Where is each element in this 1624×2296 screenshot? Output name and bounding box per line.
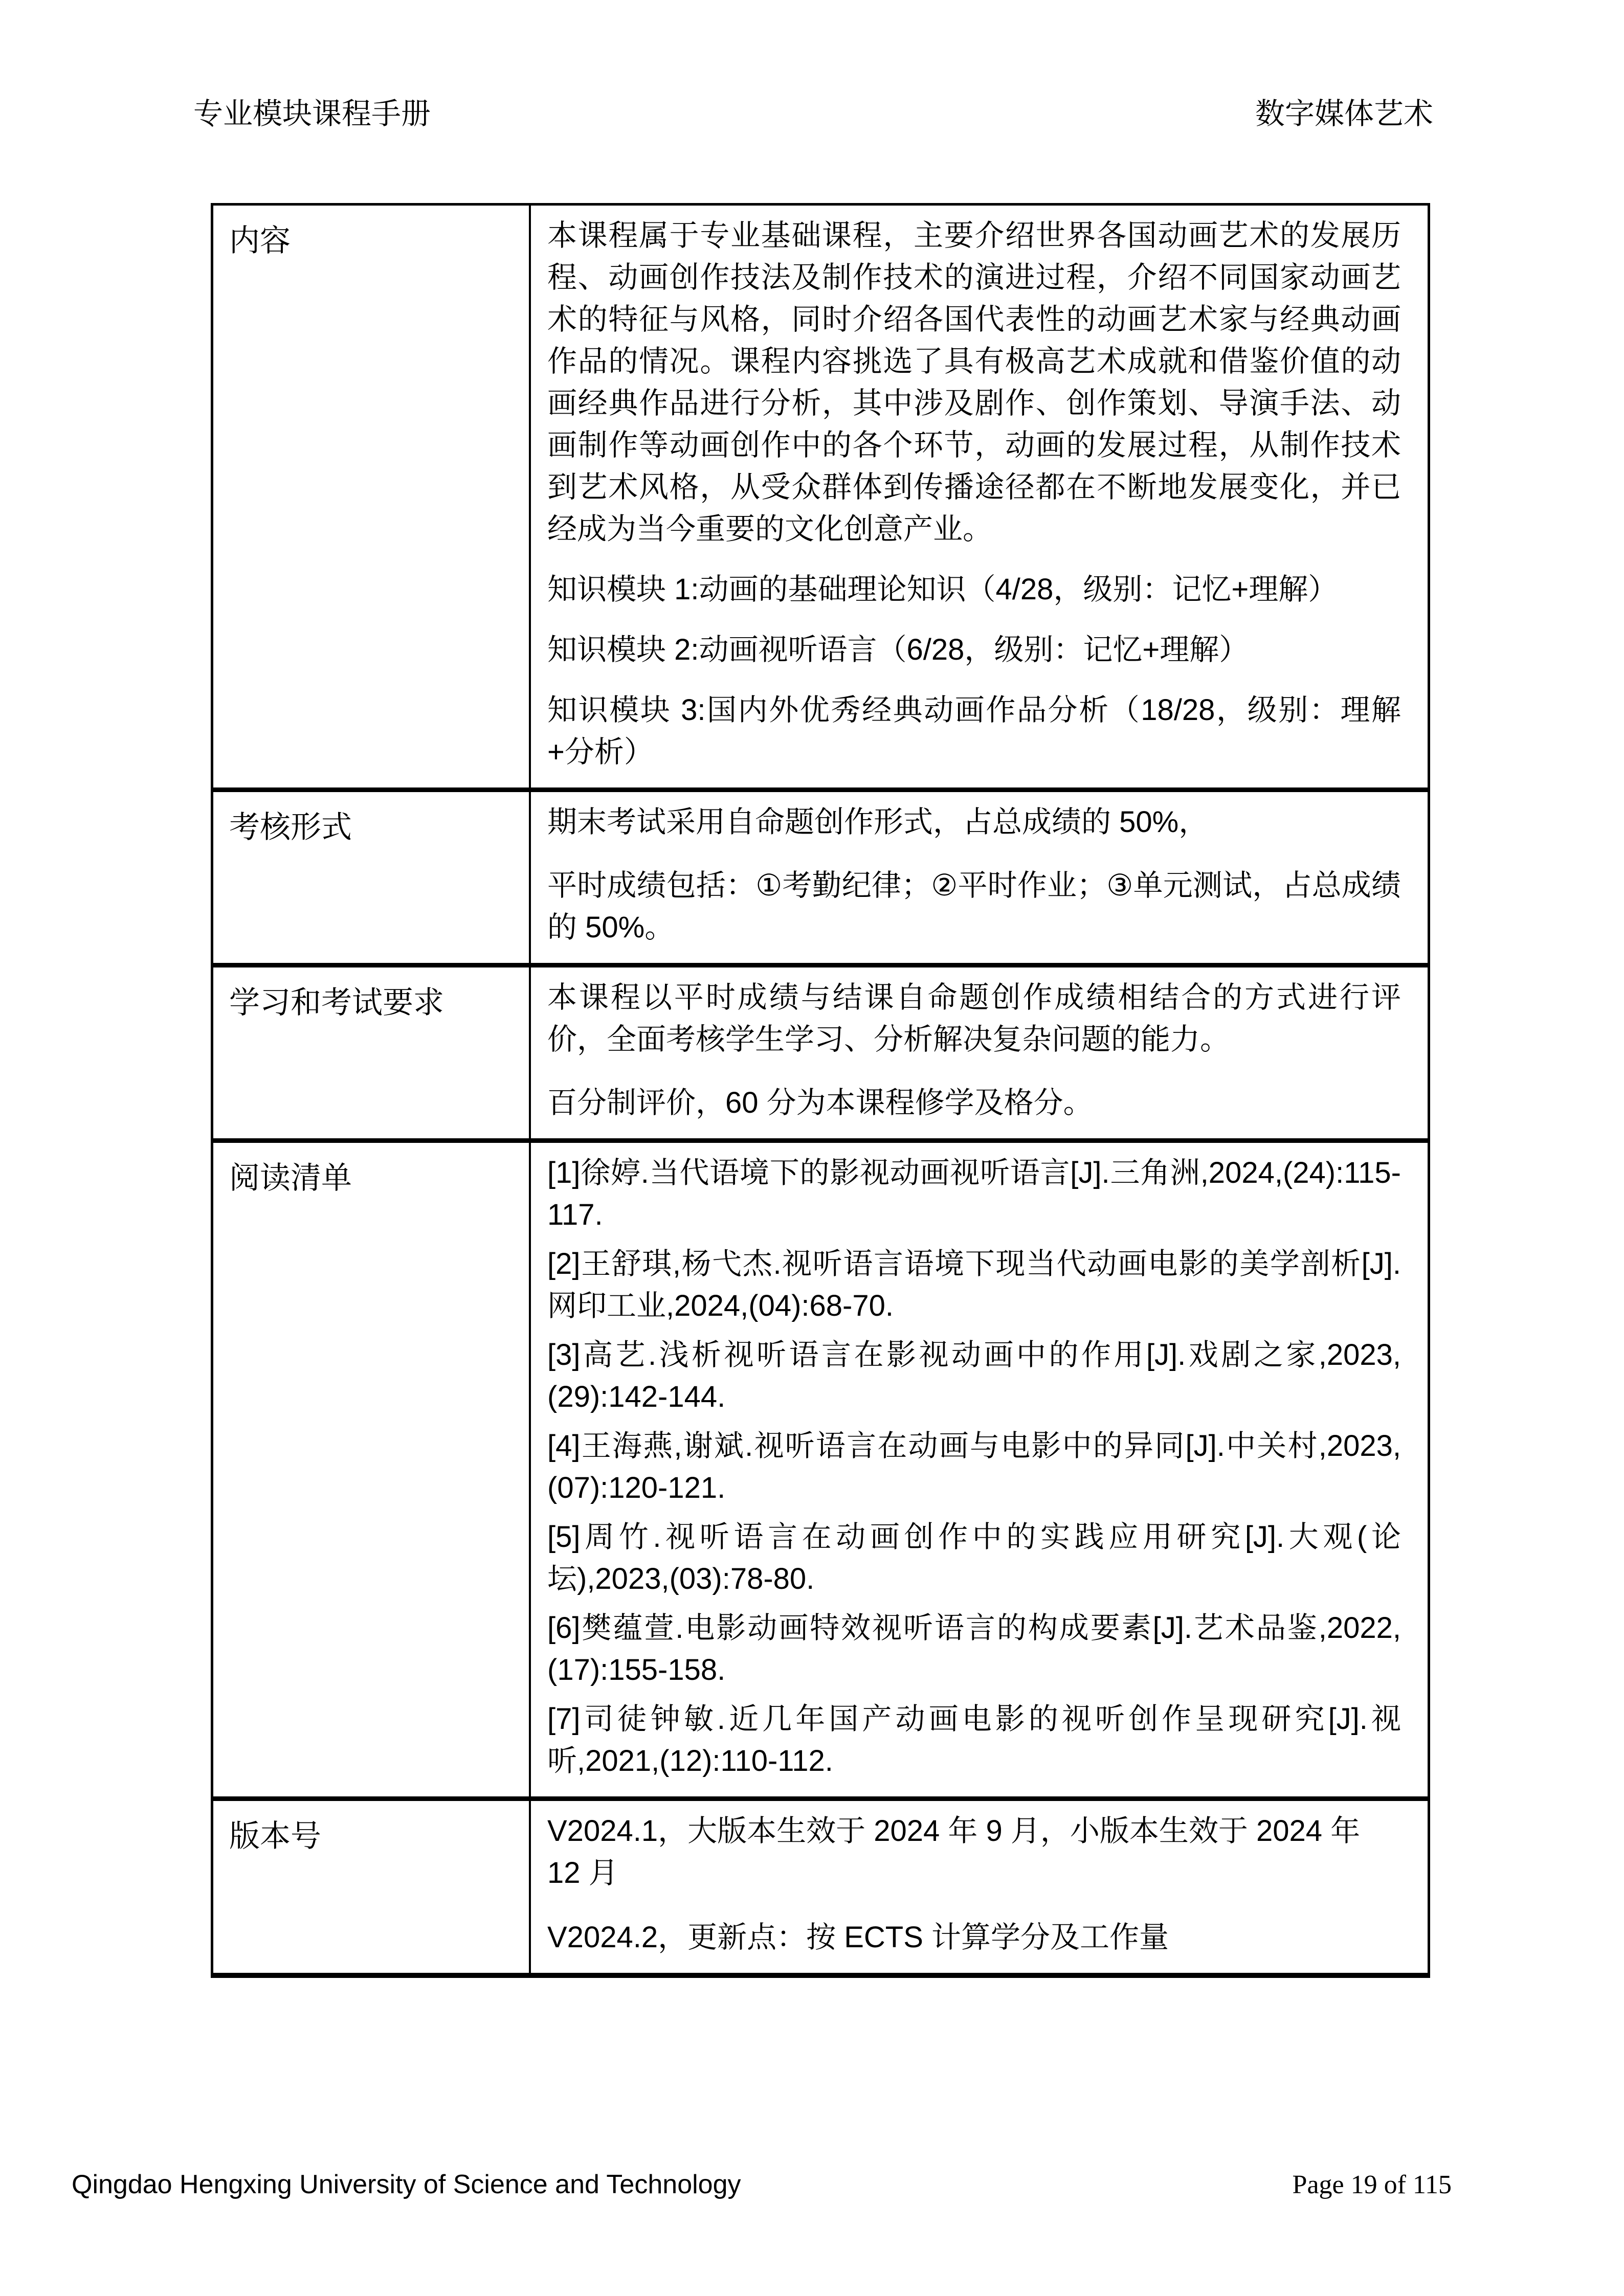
page-header (193, 96, 1433, 132)
paragraph: V2024.2，更新点：按 ECTS 计算学分及工作量 (547, 1921, 1169, 1954)
paragraph: 本课程以平时成绩与结课自命题创作成绩相结合的方式进行评价，全面考核学生学习、分析解决复杂问题的能力。 (547, 981, 1401, 1056)
footer-university-name: Qingdao Hengxing University of Science and Technology (72, 2170, 741, 2199)
row-label-content: 内容 (213, 206, 531, 787)
row-label-study-exam-requirements: 学习和考试要求 (213, 967, 531, 1138)
paragraph: [2]王舒琪,杨弋杰.视听语言语境下现当代动画电影的美学剖析[J].网印工业,2024,(04):68-70. (547, 1247, 1401, 1322)
paragraph: 平时成绩包括：①考勤纪律；②平时作业；③单元测试，占总成绩的 50%。 (547, 869, 1401, 944)
paragraph: [6]樊蕴萱.电影动画特效视听语言的构成要素[J].艺术品鉴,2022,(17):155-158. (547, 1611, 1401, 1686)
row-label-assessment-format: 考核形式 (213, 792, 531, 963)
table-row-assessment-format (213, 792, 1428, 967)
row-body-study-exam-requirements (531, 967, 1428, 1138)
header-handbook-title: 专业模块课程手册 (193, 97, 431, 130)
paragraph: 期末考试采用自命题创作形式，占总成绩的 50%， (547, 805, 1209, 839)
paragraph: 知识模块 3:国内外优秀经典动画作品分析（18/28，级别：理解+分析） (547, 693, 1401, 769)
table-row-reading-list (213, 1143, 1428, 1801)
paragraph: 本课程属于专业基础课程，主要介绍世界各国动画艺术的发展历程、动画创作技法及制作技术的演进过程，介绍不同国家动画艺术的特征与风格，同时介绍各国代表性的动画艺术家与经典动画作品的情况。课程内容挑选了具有极高艺术成就和借鉴价值的动画经典作品进行分析，其中涉及剧作、创作策划、导演手法、动画制作等动画创作中的各个环节，动画的发展过程，从制作技术到艺术风格，从受众群体到传播途径都在不断地发展变化，并已经成为当今重要的文化创意产业。 (547, 219, 1401, 546)
paragraph: [7]司徒钟敏.近几年国产动画电影的视听创作呈现研究[J].视听,2021,(12):110-112. (547, 1702, 1401, 1777)
row-body-reading-list (531, 1143, 1428, 1796)
row-label-reading-list: 阅读清单 (213, 1143, 531, 1796)
paragraph: [5]周竹.视听语言在动画创作中的实践应用研究[J].大观(论坛),2023,(03):78-80. (547, 1520, 1401, 1595)
page-footer (72, 2168, 1452, 2201)
paragraph: 百分制评价，60 分为本课程修学及格分。 (547, 1086, 1093, 1119)
header-program-title: 数字媒体艺术 (1255, 97, 1433, 130)
paragraph: 知识模块 1:动画的基础理论知识（4/28，级别：记忆+理解） (547, 573, 1338, 606)
footer-page-number: Page 19 of 115 (1292, 2170, 1452, 2199)
table-row-content (213, 206, 1428, 792)
course-info-table (211, 203, 1430, 1978)
table-row-study-exam-requirements (213, 967, 1428, 1143)
row-body-content (531, 206, 1428, 787)
row-body-version-number (531, 1801, 1428, 1973)
row-label-version-number: 版本号 (213, 1801, 531, 1973)
paragraph: V2024.1，大版本生效于 2024 年 9 月，小版本生效于 2024 年 12 月 (547, 1814, 1361, 1889)
paragraph: [4]王海燕,谢斌.视听语言在动画与电影中的异同[J].中关村,2023,(07):120-121. (547, 1429, 1401, 1504)
paragraph: [3]高艺.浅析视听语言在影视动画中的作用[J].戏剧之家,2023,(29):142-144. (547, 1338, 1401, 1413)
table-row-version-number (213, 1801, 1428, 1973)
paragraph: [1]徐婷.当代语境下的影视动画视听语言[J].三角洲,2024,(24):115-117. (547, 1156, 1401, 1231)
paragraph: 知识模块 2:动画视听语言（6/28，级别：记忆+理解） (547, 633, 1249, 666)
row-body-assessment-format (531, 792, 1428, 963)
